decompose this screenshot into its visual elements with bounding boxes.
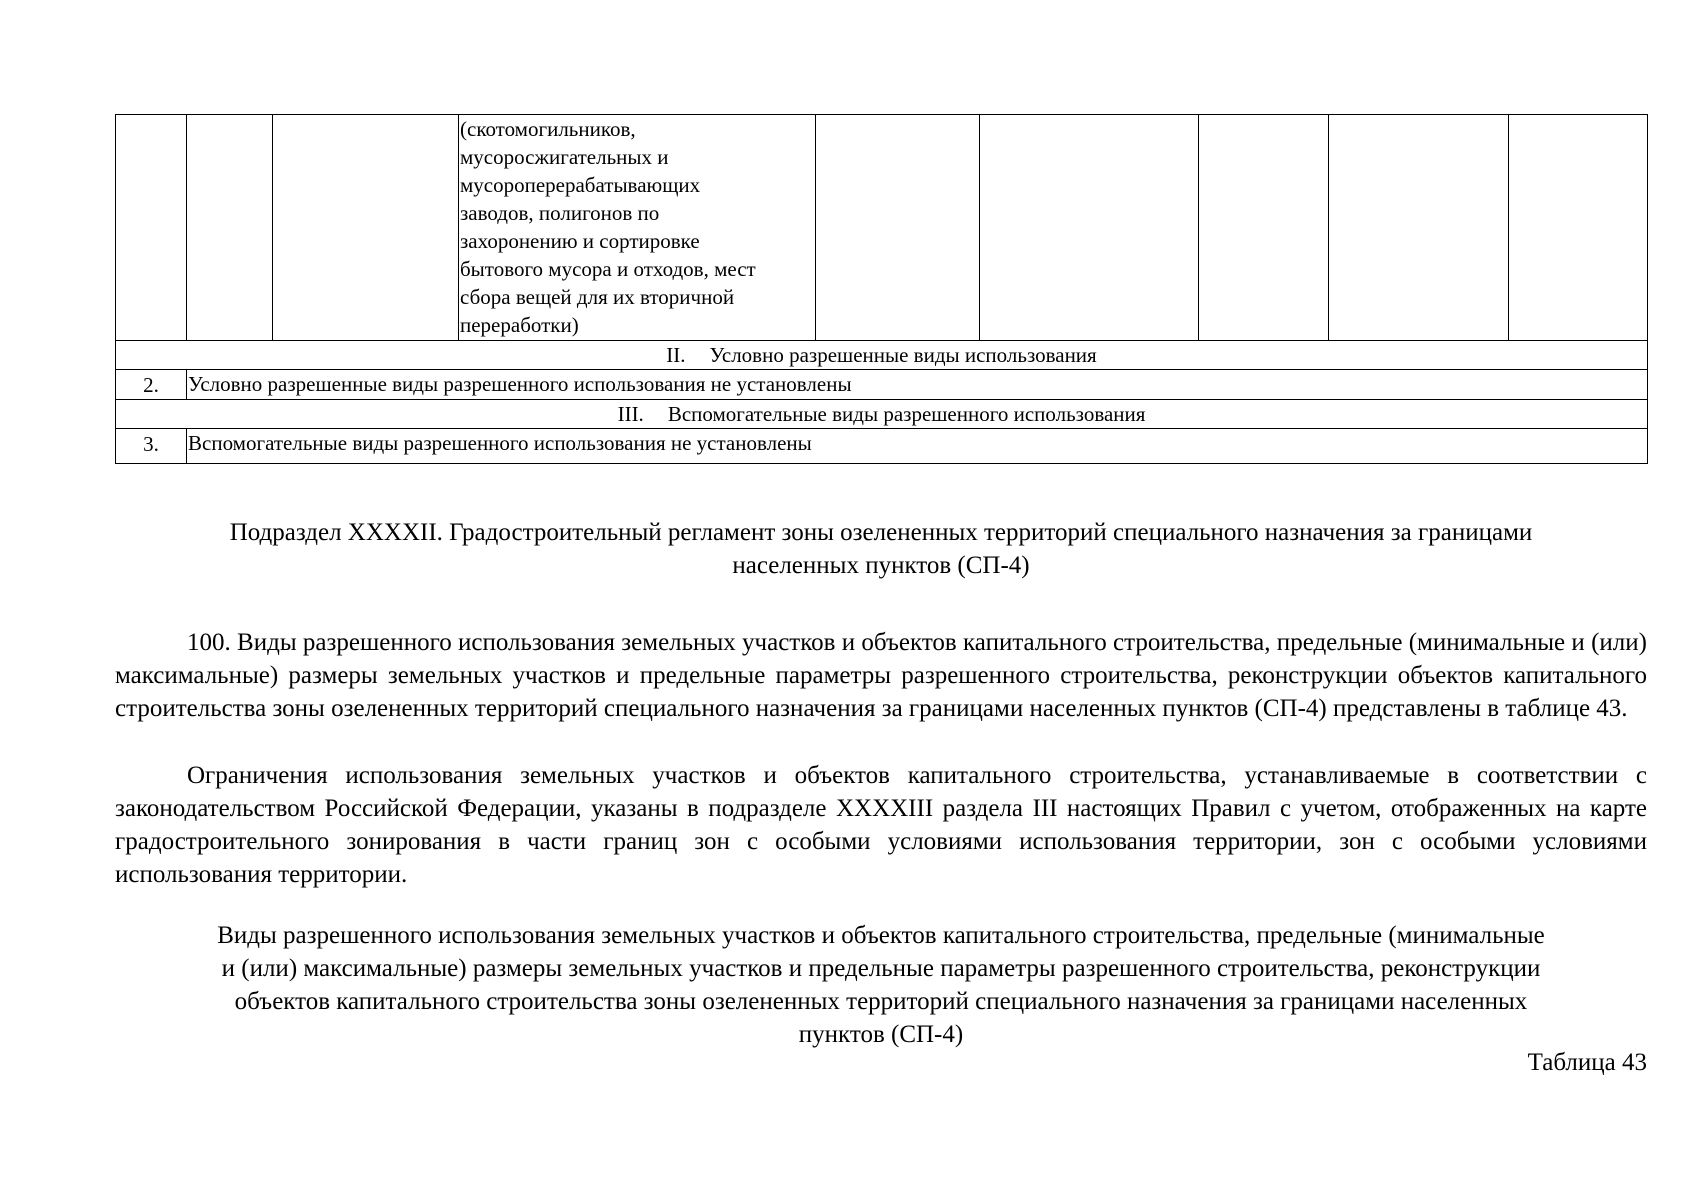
table-cell-number (116, 115, 187, 341)
description-line: переработки) (460, 313, 579, 337)
row-text: Условно разрешенные виды разрешенного использования не установлены (187, 370, 1648, 400)
table-caption-line: и (или) максимальные) размеры земельных участков и предельные параметры разрешенного строительства, реконструкции (221, 955, 1541, 982)
table-section-row (116, 400, 1648, 429)
paragraph-100: 100. Виды разрешенного использования земельных участков и объектов капитального строительства, предельные (минимальные и (или) максимальные) размеры земельных участков и предельные параметры разрешенного строительства, реконструкции объектов капитального строительства зоны озелененных территорий специального назначения за границами населенных пунктов (СП-4) представлены в таблице 43. (115, 629, 1647, 722)
description-line: мусоросжигательных и (460, 145, 669, 169)
table-cell-empty (1199, 115, 1329, 341)
subsection-heading-line: Подраздел XXXXII. Градостроительный регламент зоны озелененных территорий специального назначения за границами (229, 519, 1533, 546)
paragraph-limits: Ограничения использования земельных участков и объектов капитального строительства, устанавливаемые в соответствии с законодательством Российской Федерации, указаны в подразделе XXXXIII раздела III настоящих Правил с учетом, отображенных на карте градостроительного зонирования в части границ зон с особыми условиями использования территории, зон с особыми условиями использования территории. (115, 762, 1647, 888)
row-number: 3. (116, 429, 187, 464)
subsection-heading (115, 516, 1647, 582)
table-caption-line: Виды разрешенного использования земельных участков и объектов капитального строительства, предельные (минимальные (217, 922, 1545, 949)
table-cell-use-kind (273, 115, 459, 341)
table-row (116, 429, 1648, 464)
table-cell-description (459, 115, 816, 341)
subsection-heading-line: населенных пунктов (СП-4) (732, 552, 1030, 579)
regulations-table-fragment (115, 114, 1648, 464)
row-text: Вспомогательные виды разрешенного использования не установлены (187, 429, 1648, 464)
description-line: бытового мусора и отходов, мест (460, 257, 756, 281)
description-line: (скотомогильников, (460, 117, 636, 141)
table-caption-line: пунктов (СП-4) (798, 1021, 964, 1048)
description-line: сбора вещей для их вторичной (460, 285, 735, 309)
table-number-label: Таблица 43 (1527, 1049, 1647, 1076)
section-number: II. (666, 343, 686, 367)
section-heading-auxiliary (116, 400, 1648, 429)
table-section-row (116, 341, 1648, 370)
description-line: захоронению и сортировке (460, 229, 700, 253)
section-title: Условно разрешенные виды использования (709, 343, 1097, 367)
table-row (116, 370, 1648, 400)
table-caption-line: объектов капитального строительства зоны озелененных территорий специального назначения за границами населенных (234, 988, 1528, 1015)
table-row (116, 115, 1648, 341)
table-cell-empty (1509, 115, 1648, 341)
description-line: заводов, полигонов по (460, 201, 660, 225)
section-heading-conditional (116, 341, 1648, 370)
table-cell-code (187, 115, 273, 341)
description-line: мусороперерабатывающих (460, 173, 701, 197)
table-cell-empty (980, 115, 1199, 341)
table-cell-empty (1329, 115, 1509, 341)
section-title: Вспомогательные виды разрешенного использования (667, 402, 1146, 426)
section-number: III. (617, 402, 644, 426)
row-number: 2. (116, 370, 187, 400)
table-cell-empty (816, 115, 980, 341)
table-caption (115, 919, 1647, 1051)
